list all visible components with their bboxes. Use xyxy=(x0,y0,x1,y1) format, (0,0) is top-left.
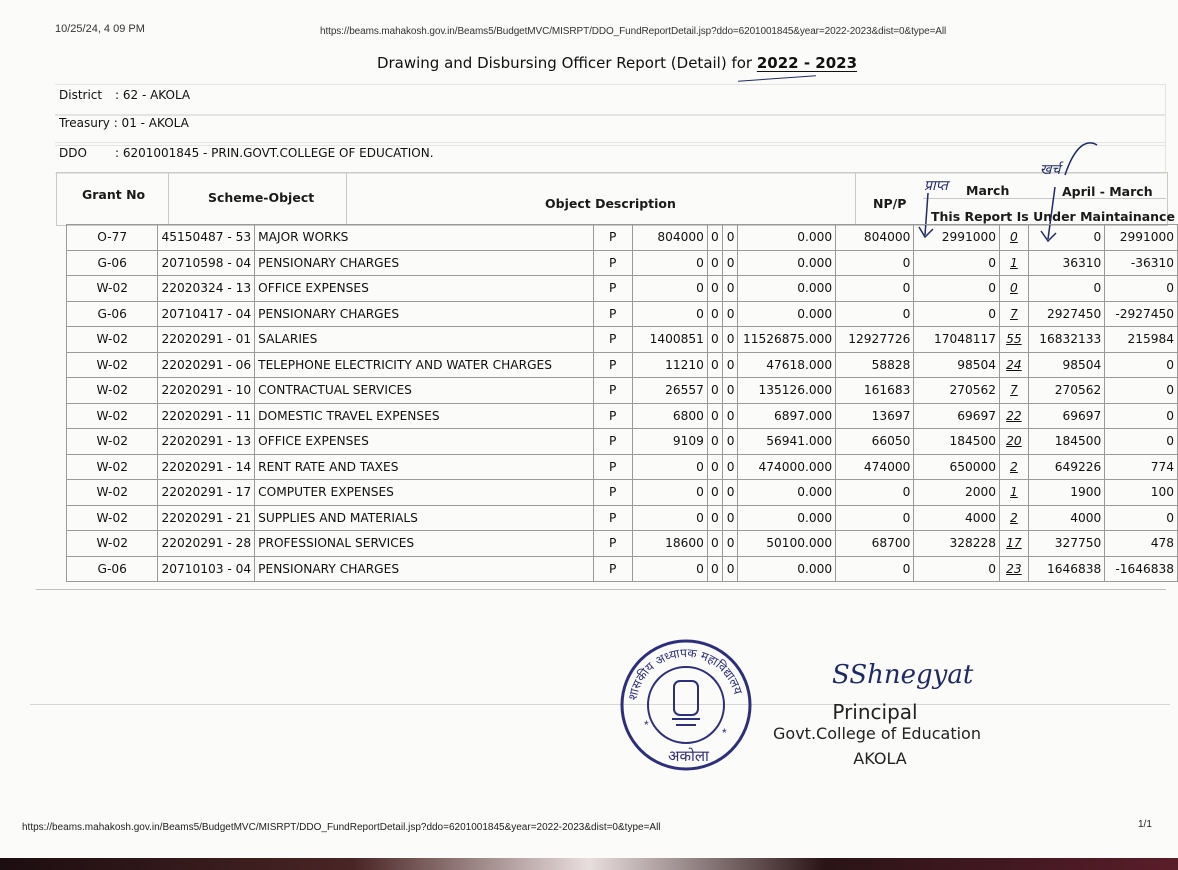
scheme-object-cell: 22020291 - 13 xyxy=(158,429,255,455)
count-link[interactable]: 0 xyxy=(1000,225,1029,251)
amount-a-cell: 18600 xyxy=(632,531,707,557)
april-march-amount-cell: 98504 xyxy=(1028,352,1105,378)
object-description-cell: PENSIONARY CHARGES xyxy=(255,301,594,327)
april-march-amount-cell: 0 xyxy=(1028,225,1105,251)
handwritten-underline xyxy=(738,75,816,81)
amount-b-cell: 0 xyxy=(707,225,722,251)
count-link[interactable]: 7 xyxy=(1000,378,1029,404)
amount-b-cell: 0 xyxy=(707,454,722,480)
amount-d-cell: 0.000 xyxy=(738,301,836,327)
amount-e-cell: 0 xyxy=(836,301,914,327)
april-march-amount-cell: 1900 xyxy=(1028,480,1105,506)
district-row-box xyxy=(55,84,1166,116)
amount-a-cell: 1400851 xyxy=(632,327,707,353)
count-link[interactable]: 20 xyxy=(1000,429,1029,455)
march-amount-cell: 650000 xyxy=(914,454,1000,480)
amount-c-cell: 0 xyxy=(722,454,738,480)
treasury-label: Treasury xyxy=(59,116,110,130)
grant-no-cell: W-02 xyxy=(67,454,158,480)
object-description-cell: COMPUTER EXPENSES xyxy=(255,480,594,506)
object-description-cell: RENT RATE AND TAXES xyxy=(255,454,594,480)
object-description-cell: DOMESTIC TRAVEL EXPENSES xyxy=(255,403,594,429)
np-p-cell: P xyxy=(593,454,632,480)
amount-b-cell: 0 xyxy=(707,531,722,557)
amount-d-cell: 0.000 xyxy=(738,505,836,531)
amount-c-cell: 0 xyxy=(722,505,738,531)
report-year: 2022 - 2023 xyxy=(756,54,858,72)
count-link[interactable]: 2 xyxy=(1000,454,1029,480)
march-amount-cell: 0 xyxy=(914,276,1000,302)
amount-e-cell: 0 xyxy=(836,480,914,506)
ddo-value: : 6201001845 - PRIN.GOVT.COLLEGE OF EDUCATION. xyxy=(115,146,434,160)
amount-a-cell: 6800 xyxy=(632,403,707,429)
balance-cell: 2991000 xyxy=(1105,225,1178,251)
print-url: https://beams.mahakosh.gov.in/Beams5/BudgetMVC/MISRPT/DDO_FundReportDetail.jsp?ddo=6201001845&year=2022-2023&dist=0&type=All xyxy=(320,26,947,37)
march-amount-cell: 270562 xyxy=(914,378,1000,404)
march-amount-cell: 98504 xyxy=(914,352,1000,378)
table-row xyxy=(67,480,1178,506)
scheme-object-cell: 22020291 - 01 xyxy=(158,327,255,353)
amount-a-cell: 0 xyxy=(632,480,707,506)
balance-cell: 774 xyxy=(1105,454,1178,480)
district-label: District xyxy=(59,88,103,102)
table-row xyxy=(67,556,1178,582)
report-title xyxy=(0,54,1178,72)
table-row xyxy=(67,301,1178,327)
amount-e-cell: 58828 xyxy=(836,352,914,378)
scheme-object-cell: 22020291 - 21 xyxy=(158,505,255,531)
march-amount-cell: 4000 xyxy=(914,505,1000,531)
amount-b-cell: 0 xyxy=(707,429,722,455)
amount-b-cell: 0 xyxy=(707,505,722,531)
scheme-object-cell: 20710417 - 04 xyxy=(158,301,255,327)
amount-c-cell: 0 xyxy=(722,301,738,327)
amount-d-cell: 0.000 xyxy=(738,250,836,276)
grant-no-cell: W-02 xyxy=(67,403,158,429)
amount-d-cell: 47618.000 xyxy=(738,352,836,378)
balance-cell: 478 xyxy=(1105,531,1178,557)
count-link[interactable]: 2 xyxy=(1000,505,1029,531)
np-p-cell: P xyxy=(593,225,632,251)
scheme-object-cell: 22020291 - 06 xyxy=(158,352,255,378)
balance-cell: 0 xyxy=(1105,276,1178,302)
table-row xyxy=(67,531,1178,557)
district-value: : 62 - AKOLA xyxy=(115,88,191,102)
amount-e-cell: 0 xyxy=(836,250,914,276)
np-p-cell: P xyxy=(593,429,632,455)
np-p-cell: P xyxy=(593,480,632,506)
report-table xyxy=(66,224,1178,582)
treasury-value: : 01 - AKOLA xyxy=(113,116,189,130)
header-divider xyxy=(168,172,169,224)
balance-cell: 0 xyxy=(1105,403,1178,429)
table-row xyxy=(67,403,1178,429)
amount-d-cell: 474000.000 xyxy=(738,454,836,480)
np-p-cell: P xyxy=(593,403,632,429)
table-row xyxy=(67,505,1178,531)
amount-a-cell: 0 xyxy=(632,301,707,327)
grant-no-cell: W-02 xyxy=(67,276,158,302)
march-amount-cell: 0 xyxy=(914,556,1000,582)
table-row xyxy=(67,250,1178,276)
balance-cell: 0 xyxy=(1105,505,1178,531)
march-amount-cell: 184500 xyxy=(914,429,1000,455)
table-row xyxy=(67,327,1178,353)
amount-b-cell: 0 xyxy=(707,352,722,378)
report-title-prefix: Drawing and Disbursing Officer Report (Detail) for xyxy=(376,54,757,72)
april-march-amount-cell: 36310 xyxy=(1028,250,1105,276)
np-p-cell: P xyxy=(593,352,632,378)
balance-cell: 100 xyxy=(1105,480,1178,506)
table-row xyxy=(67,352,1178,378)
scheme-object-cell: 22020291 - 28 xyxy=(158,531,255,557)
amount-c-cell: 0 xyxy=(722,352,738,378)
svg-text:*: * xyxy=(644,718,649,732)
count-link[interactable]: 17 xyxy=(1000,531,1029,557)
amount-b-cell: 0 xyxy=(707,480,722,506)
np-p-cell: P xyxy=(593,301,632,327)
amount-d-cell: 135126.000 xyxy=(738,378,836,404)
signature-location: AKOLA xyxy=(853,749,907,768)
count-link[interactable]: 22 xyxy=(1000,403,1029,429)
amount-c-cell: 0 xyxy=(722,378,738,404)
grant-no-cell: W-02 xyxy=(67,505,158,531)
balance-cell: 0 xyxy=(1105,378,1178,404)
header-divider xyxy=(855,172,856,224)
amount-d-cell: 0.000 xyxy=(738,225,836,251)
official-stamp-icon xyxy=(618,637,754,773)
amount-d-cell: 0.000 xyxy=(738,276,836,302)
grant-no-cell: W-02 xyxy=(67,378,158,404)
amount-e-cell: 0 xyxy=(836,276,914,302)
amount-a-cell: 0 xyxy=(632,454,707,480)
grant-no-cell: O-77 xyxy=(67,225,158,251)
april-march-amount-cell: 4000 xyxy=(1028,505,1105,531)
amount-b-cell: 0 xyxy=(707,327,722,353)
scheme-object-cell: 22020291 - 11 xyxy=(158,403,255,429)
table-row xyxy=(67,225,1178,251)
amount-a-cell: 26557 xyxy=(632,378,707,404)
object-description-cell: SUPPLIES AND MATERIALS xyxy=(255,505,594,531)
count-link[interactable]: 1 xyxy=(1000,250,1029,276)
grant-no-cell: W-02 xyxy=(67,531,158,557)
amount-d-cell: 0.000 xyxy=(738,556,836,582)
footer-url: https://beams.mahakosh.gov.in/Beams5/BudgetMVC/MISRPT/DDO_FundReportDetail.jsp?ddo=6201001845&year=2022-2023&dist=0&type=All xyxy=(22,822,661,833)
object-description-cell: TELEPHONE ELECTRICITY AND WATER CHARGES xyxy=(255,352,594,378)
amount-c-cell: 0 xyxy=(722,225,738,251)
grant-no-cell: G-06 xyxy=(67,556,158,582)
footer-page-number: 1/1 xyxy=(1138,819,1152,830)
amount-c-cell: 0 xyxy=(722,480,738,506)
amount-d-cell: 6897.000 xyxy=(738,403,836,429)
amount-d-cell: 0.000 xyxy=(738,480,836,506)
object-description-cell: OFFICE EXPENSES xyxy=(255,276,594,302)
april-march-amount-cell: 649226 xyxy=(1028,454,1105,480)
np-p-cell: P xyxy=(593,378,632,404)
svg-text:*: * xyxy=(722,726,727,740)
treasury-field xyxy=(59,116,189,130)
april-march-amount-cell: 270562 xyxy=(1028,378,1105,404)
amount-e-cell: 474000 xyxy=(836,454,914,480)
march-amount-cell: 0 xyxy=(914,250,1000,276)
object-description-cell: PROFESSIONAL SERVICES xyxy=(255,531,594,557)
amount-c-cell: 0 xyxy=(722,403,738,429)
amount-b-cell: 0 xyxy=(707,556,722,582)
amount-c-cell: 0 xyxy=(722,429,738,455)
handwritten-received-note: प्राप्त xyxy=(924,178,948,194)
table-bottom-rule xyxy=(36,589,1166,590)
march-amount-cell: 2991000 xyxy=(914,225,1000,251)
header-object-description: Object Description xyxy=(545,196,676,211)
grant-no-cell: W-02 xyxy=(67,480,158,506)
grant-no-cell: W-02 xyxy=(67,429,158,455)
april-march-amount-cell: 69697 xyxy=(1028,403,1105,429)
np-p-cell: P xyxy=(593,556,632,582)
scheme-object-cell: 22020324 - 13 xyxy=(158,276,255,302)
amount-b-cell: 0 xyxy=(707,276,722,302)
amount-d-cell: 56941.000 xyxy=(738,429,836,455)
amount-a-cell: 804000 xyxy=(632,225,707,251)
svg-text:शासकीय अध्यापक महाविद्यालय: शासकीय अध्यापक महाविद्यालय xyxy=(625,645,746,702)
amount-b-cell: 0 xyxy=(707,301,722,327)
header-np-p: NP/P xyxy=(873,196,907,211)
table-row xyxy=(67,378,1178,404)
amount-a-cell: 9109 xyxy=(632,429,707,455)
object-description-cell: PENSIONARY CHARGES xyxy=(255,556,594,582)
amount-c-cell: 0 xyxy=(722,556,738,582)
april-march-amount-cell: 1646838 xyxy=(1028,556,1105,582)
count-link[interactable]: 23 xyxy=(1000,556,1029,582)
amount-c-cell: 0 xyxy=(722,276,738,302)
ddo-field xyxy=(59,146,434,160)
header-april-march: April - March xyxy=(1062,184,1153,199)
grant-no-cell: G-06 xyxy=(67,301,158,327)
grant-no-cell: W-02 xyxy=(67,327,158,353)
amount-a-cell: 0 xyxy=(632,276,707,302)
object-description-cell: OFFICE EXPENSES xyxy=(255,429,594,455)
count-link[interactable]: 1 xyxy=(1000,480,1029,506)
scheme-object-cell: 22020291 - 10 xyxy=(158,378,255,404)
np-p-cell: P xyxy=(593,531,632,557)
amount-e-cell: 0 xyxy=(836,505,914,531)
amount-b-cell: 0 xyxy=(707,250,722,276)
amount-c-cell: 0 xyxy=(722,531,738,557)
amount-a-cell: 0 xyxy=(632,250,707,276)
amount-e-cell: 13697 xyxy=(836,403,914,429)
balance-cell: 0 xyxy=(1105,352,1178,378)
scheme-object-cell: 20710598 - 04 xyxy=(158,250,255,276)
amount-e-cell: 66050 xyxy=(836,429,914,455)
header-scheme-object: Scheme-Object xyxy=(208,190,315,205)
print-datetime: 10/25/24, 4 09 PM xyxy=(55,23,145,35)
scheme-object-cell: 45150487 - 53 xyxy=(158,225,255,251)
amount-e-cell: 68700 xyxy=(836,531,914,557)
amount-d-cell: 50100.000 xyxy=(738,531,836,557)
grant-no-cell: W-02 xyxy=(67,352,158,378)
header-grant-no: Grant No xyxy=(82,187,146,202)
signature-title: Principal xyxy=(832,700,918,724)
amount-c-cell: 0 xyxy=(722,250,738,276)
scheme-object-cell: 22020291 - 17 xyxy=(158,480,255,506)
count-link[interactable]: 0 xyxy=(1000,276,1029,302)
table-row xyxy=(67,276,1178,302)
april-march-amount-cell: 184500 xyxy=(1028,429,1105,455)
amount-c-cell: 0 xyxy=(722,327,738,353)
april-march-amount-cell: 2927450 xyxy=(1028,301,1105,327)
balance-cell: 0 xyxy=(1105,429,1178,455)
signature-scribble: SShnegyat xyxy=(832,660,974,690)
amount-e-cell: 0 xyxy=(836,556,914,582)
np-p-cell: P xyxy=(593,505,632,531)
march-amount-cell: 328228 xyxy=(914,531,1000,557)
march-amount-cell: 69697 xyxy=(914,403,1000,429)
balance-cell: -2927450 xyxy=(1105,301,1178,327)
object-description-cell: SALARIES xyxy=(255,327,594,353)
photo-bottom-edge xyxy=(0,858,1178,870)
table-row xyxy=(67,454,1178,480)
count-link[interactable]: 55 xyxy=(1000,327,1029,353)
handwritten-expense-note: खर्च xyxy=(1040,162,1061,178)
signature-college: Govt.College of Education xyxy=(773,724,981,743)
np-p-cell: P xyxy=(593,327,632,353)
np-p-cell: P xyxy=(593,276,632,302)
march-amount-cell: 2000 xyxy=(914,480,1000,506)
amount-b-cell: 0 xyxy=(707,403,722,429)
amount-e-cell: 161683 xyxy=(836,378,914,404)
ddo-label: DDO xyxy=(59,146,87,160)
faint-rule xyxy=(30,704,1170,705)
march-amount-cell: 17048117 xyxy=(914,327,1000,353)
np-p-cell: P xyxy=(593,250,632,276)
scheme-object-cell: 22020291 - 14 xyxy=(158,454,255,480)
march-amount-cell: 0 xyxy=(914,301,1000,327)
header-march: March xyxy=(966,183,1010,198)
grant-no-cell: G-06 xyxy=(67,250,158,276)
amount-b-cell: 0 xyxy=(707,378,722,404)
object-description-cell: CONTRACTUAL SERVICES xyxy=(255,378,594,404)
scheme-object-cell: 20710103 - 04 xyxy=(158,556,255,582)
amount-a-cell: 0 xyxy=(632,556,707,582)
table-row xyxy=(67,429,1178,455)
svg-text:अकोला: अकोला xyxy=(668,747,709,765)
district-field xyxy=(59,88,190,102)
april-march-amount-cell: 16832133 xyxy=(1028,327,1105,353)
balance-cell: -36310 xyxy=(1105,250,1178,276)
count-link[interactable]: 24 xyxy=(1000,352,1029,378)
amount-d-cell: 11526875.000 xyxy=(738,327,836,353)
balance-cell: -1646838 xyxy=(1105,556,1178,582)
count-link[interactable]: 7 xyxy=(1000,301,1029,327)
balance-cell: 215984 xyxy=(1105,327,1178,353)
header-divider xyxy=(346,172,347,224)
report-table-body xyxy=(66,224,1178,582)
amount-a-cell: 11210 xyxy=(632,352,707,378)
object-description-cell: PENSIONARY CHARGES xyxy=(255,250,594,276)
amount-e-cell: 12927726 xyxy=(836,327,914,353)
april-march-amount-cell: 327750 xyxy=(1028,531,1105,557)
amount-a-cell: 0 xyxy=(632,505,707,531)
header-maintenance-note: This Report Is Under Maintainance xyxy=(931,209,1175,224)
amount-e-cell: 804000 xyxy=(836,225,914,251)
april-march-amount-cell: 0 xyxy=(1028,276,1105,302)
object-description-cell: MAJOR WORKS xyxy=(255,225,594,251)
